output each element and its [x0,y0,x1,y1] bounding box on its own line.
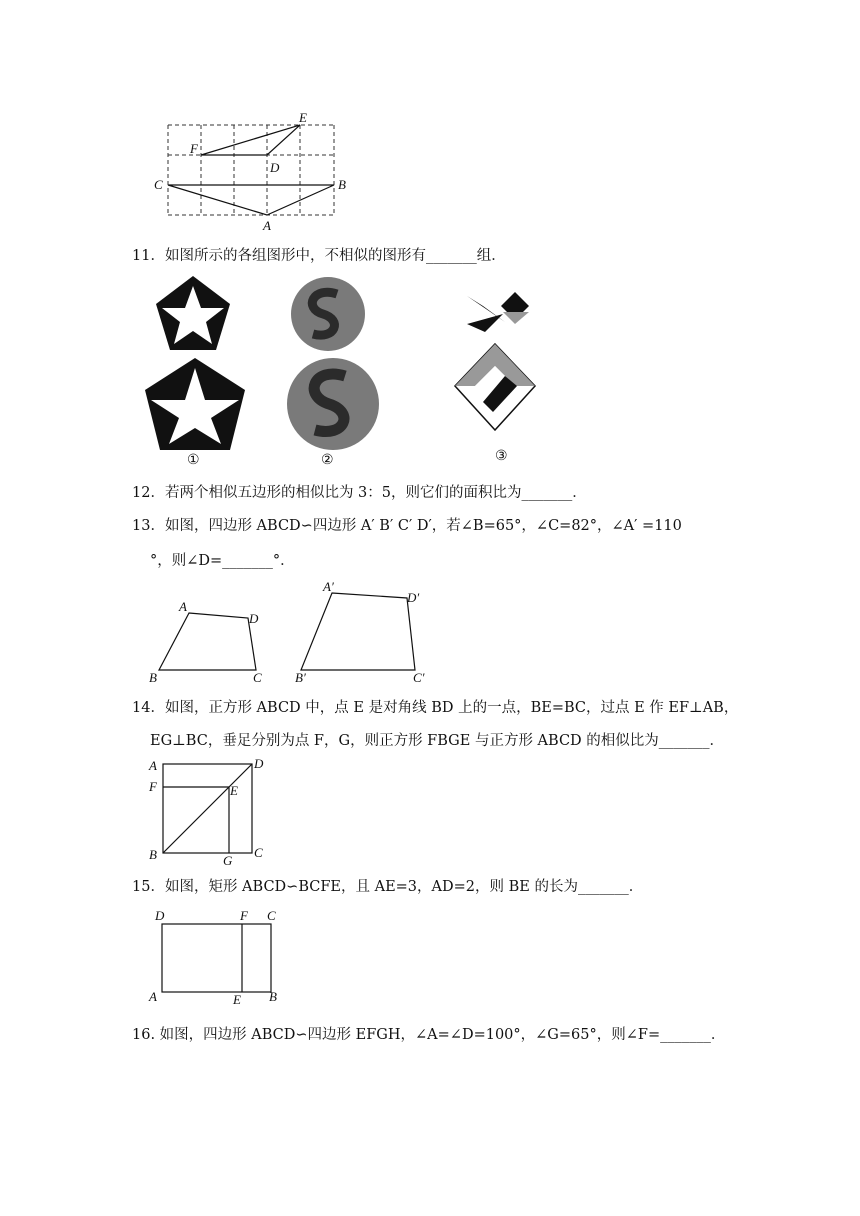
question-14-line2: EG⊥BC，垂足分别为点 F，G，则正方形 FBGE 与正方形 ABCD 的相似比为_______． [150,733,725,749]
label-C: C [253,670,262,685]
label-B-prime: B′ [295,670,306,685]
group-label-1: ① [187,453,200,467]
label-B: B [338,177,346,192]
label-A: A [263,218,271,233]
label-C-prime: C′ [413,670,425,685]
label-E: E [299,112,307,125]
question-15: 15．如图，矩形 ABCD∽BCFE，且 AE=3，AD=2，则 BE 的长为_______． [132,879,644,895]
label-A: A [149,989,157,1004]
rectangle-split-figure [145,906,295,1008]
question-12: 12．若两个相似五边形的相似比为 3：5，则它们的面积比为_______． [132,485,587,501]
question-16: 16. 如图，四边形 ABCD∽四边形 EFGH，∠A=∠D=100°，∠G=65°，则∠F=_______． [132,1027,726,1043]
label-F: F [149,779,157,794]
chevron-small [467,292,529,332]
label-A: A [149,758,157,773]
label-C: C [254,845,263,860]
label-C: C [154,177,163,192]
question-11: 11．如图所示的各组图形中，不相似的图形有_______组． [132,248,506,264]
square-diagonal-figure [145,755,275,867]
question-14-line1: 14．如图，正方形 ABCD 中，点 E 是对角线 BD 上的一点，BE=BC，过点 E 作 EF⊥AB， [132,700,739,716]
star-pentagon-large [145,358,245,450]
group-label-2: ② [321,453,334,467]
label-C: C [267,908,276,923]
quadrilaterals-figure [145,578,445,686]
label-E: E [233,992,241,1007]
label-D: D [270,160,280,175]
label-A-prime: A′ [323,579,334,594]
question-13-line1: 13．如图，四边形 ABCD∽四边形 A′ B′ C′ D′，若∠B=65°，∠C=82°，∠A′ =110 [132,518,682,534]
star-pentagon-small [156,276,230,350]
label-D: D [155,908,165,923]
label-D: D [249,611,259,626]
label-B: B [269,989,277,1004]
label-E: E [230,783,238,798]
label-D-prime: D′ [407,590,420,605]
similar-shapes-figure [145,272,555,467]
label-G: G [223,853,233,867]
group-label-3: ③ [495,449,508,464]
swirl-circle-large [287,358,379,450]
label-F: F [190,141,198,156]
label-B: B [149,670,157,685]
grid-triangle-figure [150,112,370,237]
chevron-large [455,344,535,430]
label-A: A [179,599,187,614]
label-F: F [240,908,248,923]
label-B: B [149,847,157,862]
label-D: D [254,756,264,771]
question-13-line2: °，则∠D=_______°． [150,553,295,569]
swirl-circle-small [291,277,365,351]
